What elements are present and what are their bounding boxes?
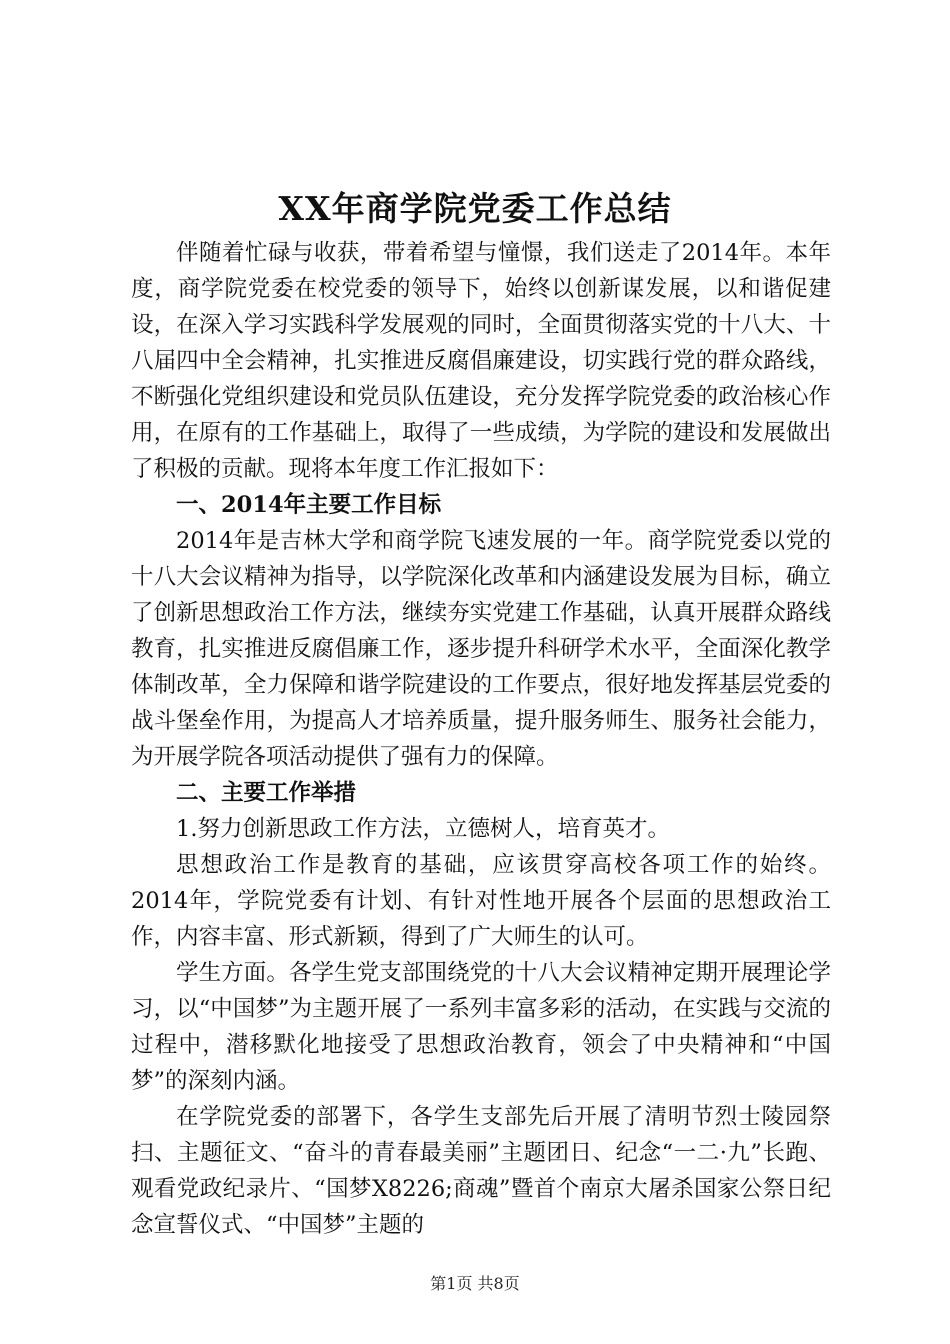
ideology-paragraph: 思想政治工作是教育的基础，应该贯穿高校各项工作的始终。2014年，学院党委有计划、有针对性地开展各个层面的思想政治工作，内容丰富、形式新颖，得到了广大师生的认可。 [131, 852, 831, 950]
document-title: XX年商学院党委工作总结 [278, 189, 672, 228]
intro-paragraph: 伴随着忙碌与收获，带着希望与憧憬，我们送走了2014年。本年度，商学院党委在校党委的领导下，始终以创新谋发展，以和谐促建设，在深入学习实践科学发展观的同时，全面贯彻落实党的十八大、十八届四中全会精神，扎实推进反腐倡廉建设，切实践行党的群众路线，不断强化党组织建设和党员队伍建设，充分发挥学院党委的政治核心作用，在原有的工作基础上，取得了一些成绩，为学院的建设和发展做出了积极的贡献。现将本年度工作汇报如下： [131, 240, 831, 482]
section-heading-goals: 一、2014年主要工作目标 [176, 492, 442, 518]
measure-item-1: 1.努力创新思政工作方法，立德树人，培育英才。 [176, 816, 670, 842]
activities-paragraph: 在学院党委的部署下，各学生支部先后开展了清明节烈士陵园祭扫、主题征文、“奋斗的青春最美丽”主题团日、纪念“一二·九”长跑、观看党政纪录片、“国梦X8226;商魂”暨首个南京大屠杀国家公祭日纪念宣誓仪式、“中国梦”主题的 [131, 1104, 831, 1238]
students-paragraph: 学生方面。各学生党支部围绕党的十八大会议精神定期开展理论学习，以“中国梦”为主题开展了一系列丰富多彩的活动，在实践与交流的过程中，潜移默化地接受了思想政治教育，领会了中央精神和“中国梦”的深刻内涵。 [131, 960, 831, 1094]
goals-paragraph: 2014年是吉林大学和商学院飞速发展的一年。商学院党委以党的十八大会议精神为指导，以学院深化改革和内涵建设发展为目标，确立了创新思想政治工作方法，继续夯实党建工作基础，认真开展群众路线教育，扎实推进反腐倡廉工作，逐步提升科研学术水平，全面深化教学体制改革，全力保障和谐学院建设的工作要点，很好地发挥基层党委的战斗堡垒作用，为提高人才培养质量，提升服务师生、服务社会能力，为开展学院各项活动提供了强有力的保障。 [131, 528, 831, 770]
section-heading-measures: 二、主要工作举措 [176, 780, 357, 806]
document-body [131, 235, 831, 1243]
page-number: 第1页 共8页 [430, 1274, 520, 1293]
